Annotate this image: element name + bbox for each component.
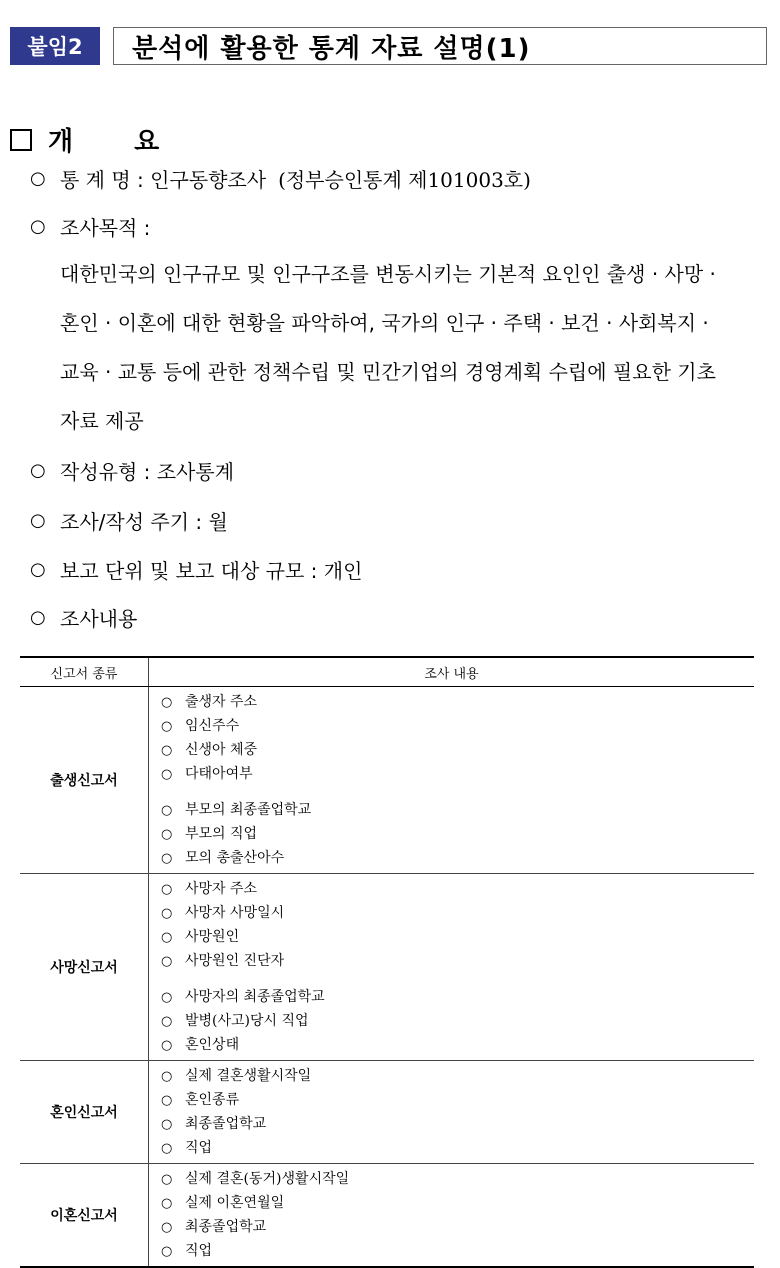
item-text: 직업 bbox=[185, 1140, 213, 1156]
list-item bbox=[161, 901, 461, 925]
bullet-icon: ○ bbox=[30, 510, 46, 531]
list-item bbox=[161, 1191, 461, 1215]
stat-name-item bbox=[30, 164, 531, 193]
bullet-icon: ○ bbox=[161, 803, 173, 818]
content-item bbox=[30, 603, 137, 632]
cycle-item bbox=[30, 506, 228, 535]
item-text: 최종졸업학교 bbox=[185, 1219, 267, 1235]
item-text: 부모의 최종졸업학교 bbox=[185, 802, 312, 818]
list-item bbox=[161, 1215, 461, 1239]
item-text: 모의 총출산아수 bbox=[185, 850, 285, 866]
content-cell bbox=[149, 687, 755, 874]
bullet-icon: ○ bbox=[161, 827, 173, 842]
item-text: 직업 bbox=[185, 1243, 213, 1259]
purpose-line: 교육 · 교통 등에 관한 정책수립 및 민간기업의 경영계획 수립에 필요한 기초 bbox=[60, 360, 716, 384]
item-text: 실제 이혼연월일 bbox=[185, 1195, 285, 1211]
section-heading bbox=[10, 121, 185, 158]
bullet-icon: ○ bbox=[161, 1244, 173, 1259]
item-text: 혼인상태 bbox=[185, 1037, 240, 1053]
type-item bbox=[30, 456, 234, 485]
item-text: 사망자 사망일시 bbox=[185, 905, 285, 921]
bullet-icon: ○ bbox=[161, 954, 173, 969]
item-text: 출생자 주소 bbox=[185, 694, 258, 710]
list-item bbox=[161, 714, 461, 738]
purpose-item bbox=[30, 212, 150, 241]
list-item bbox=[161, 925, 461, 949]
bullet-icon: ○ bbox=[161, 1172, 173, 1187]
purpose-label: 조사목적 : bbox=[60, 216, 151, 240]
bullet-icon: ○ bbox=[161, 719, 173, 734]
cycle-text: 조사/작성 주기 : 월 bbox=[60, 510, 228, 534]
bullet-icon: ○ bbox=[30, 168, 46, 189]
bullet-icon: ○ bbox=[161, 1117, 173, 1132]
list-item bbox=[161, 690, 461, 714]
bullet-icon: ○ bbox=[161, 1038, 173, 1053]
column-header: 조사 내용 bbox=[149, 657, 755, 687]
table-row bbox=[20, 1061, 754, 1164]
bullet-icon: ○ bbox=[161, 1014, 173, 1029]
unit-item bbox=[30, 555, 362, 584]
table-header-row bbox=[20, 657, 754, 687]
list-item bbox=[161, 949, 461, 973]
unit-text: 보고 단위 및 보고 대상 규모 : 개인 bbox=[60, 559, 363, 583]
bullet-icon: ○ bbox=[161, 743, 173, 758]
item-text: 신생아 체중 bbox=[185, 742, 258, 758]
stat-name-label: 통 계 명 : 인구동향조사 bbox=[60, 168, 267, 192]
list-item bbox=[161, 1033, 461, 1057]
survey-content-table bbox=[20, 656, 754, 1268]
report-type-cell: 사망신고서 bbox=[20, 874, 149, 1061]
bullet-icon: ○ bbox=[30, 559, 46, 580]
content-cell bbox=[149, 1164, 755, 1268]
bullet-icon: ○ bbox=[161, 1069, 173, 1084]
bullet-icon: ○ bbox=[30, 607, 46, 628]
item-text: 사망자의 최종졸업학교 bbox=[185, 989, 325, 1005]
item-text: 실제 결혼(동거)생활시작일 bbox=[185, 1171, 350, 1187]
report-type-cell: 이혼신고서 bbox=[20, 1164, 149, 1268]
list-item bbox=[161, 1088, 461, 1112]
list-item bbox=[161, 822, 461, 846]
list-item bbox=[161, 798, 461, 822]
bullet-icon: ○ bbox=[30, 216, 46, 237]
item-text: 발병(사고)당시 직업 bbox=[185, 1013, 309, 1029]
list-item bbox=[161, 1167, 461, 1191]
item-text: 최종졸업학교 bbox=[185, 1116, 267, 1132]
purpose-line: 자료 제공 bbox=[60, 409, 144, 433]
purpose-text bbox=[60, 250, 770, 446]
bullet-icon: ○ bbox=[161, 851, 173, 866]
list-item bbox=[161, 762, 461, 786]
list-item bbox=[161, 877, 461, 901]
bullet-icon: ○ bbox=[161, 767, 173, 782]
type-text: 작성유형 : 조사통계 bbox=[60, 460, 235, 484]
item-text: 부모의 직업 bbox=[185, 826, 258, 842]
page-title bbox=[113, 27, 767, 65]
report-type-cell: 혼인신고서 bbox=[20, 1061, 149, 1164]
bullet-icon: ○ bbox=[30, 460, 46, 481]
list-item bbox=[161, 1112, 461, 1136]
item-text: 혼인종류 bbox=[185, 1092, 240, 1108]
stat-approval-note: (정부승인통계 제101003호) bbox=[278, 168, 531, 192]
bullet-icon: ○ bbox=[161, 990, 173, 1005]
bullet-icon: ○ bbox=[161, 1220, 173, 1235]
bullet-icon: ○ bbox=[161, 1141, 173, 1156]
list-item bbox=[161, 1009, 461, 1033]
list-item bbox=[161, 738, 461, 762]
item-text: 사망원인 진단자 bbox=[185, 953, 285, 969]
item-text: 사망원인 bbox=[185, 929, 240, 945]
item-text: 사망자 주소 bbox=[185, 881, 258, 897]
table-row bbox=[20, 874, 754, 1061]
bullet-icon: ○ bbox=[161, 930, 173, 945]
item-text: 다태아여부 bbox=[185, 766, 253, 782]
appendix-badge: 붙임2 bbox=[10, 27, 100, 65]
content-cell bbox=[149, 1061, 755, 1164]
checkbox-square-icon bbox=[10, 129, 32, 151]
bullet-icon: ○ bbox=[161, 882, 173, 897]
report-type-cell: 출생신고서 bbox=[20, 687, 149, 874]
bullet-icon: ○ bbox=[161, 1196, 173, 1211]
bullet-icon: ○ bbox=[161, 695, 173, 710]
section-title: 개 요 bbox=[48, 127, 186, 157]
content-cell bbox=[149, 874, 755, 1061]
purpose-line: 대한민국의 인구규모 및 인구구조를 변동시키는 기본적 요인인 출생 · 사망 · bbox=[60, 262, 716, 286]
list-item bbox=[161, 985, 461, 1009]
item-text: 임신주수 bbox=[185, 718, 240, 734]
item-text: 실제 결혼생활시작일 bbox=[185, 1068, 312, 1084]
bullet-icon: ○ bbox=[161, 1093, 173, 1108]
list-item bbox=[161, 1064, 461, 1088]
content-label: 조사내용 bbox=[60, 607, 138, 631]
page-title-text: 분석에 활용한 통계 자료 설명(1) bbox=[132, 33, 531, 64]
list-item bbox=[161, 1136, 461, 1160]
table-row bbox=[20, 687, 754, 874]
list-item bbox=[161, 846, 461, 870]
purpose-line: 혼인 · 이혼에 대한 현황을 파악하여, 국가의 인구 · 주택 · 보건 · 사회복지 · bbox=[60, 311, 709, 335]
table-row bbox=[20, 1164, 754, 1268]
column-header: 신고서 종류 bbox=[20, 657, 149, 687]
bullet-icon: ○ bbox=[161, 906, 173, 921]
list-item bbox=[161, 1239, 461, 1263]
